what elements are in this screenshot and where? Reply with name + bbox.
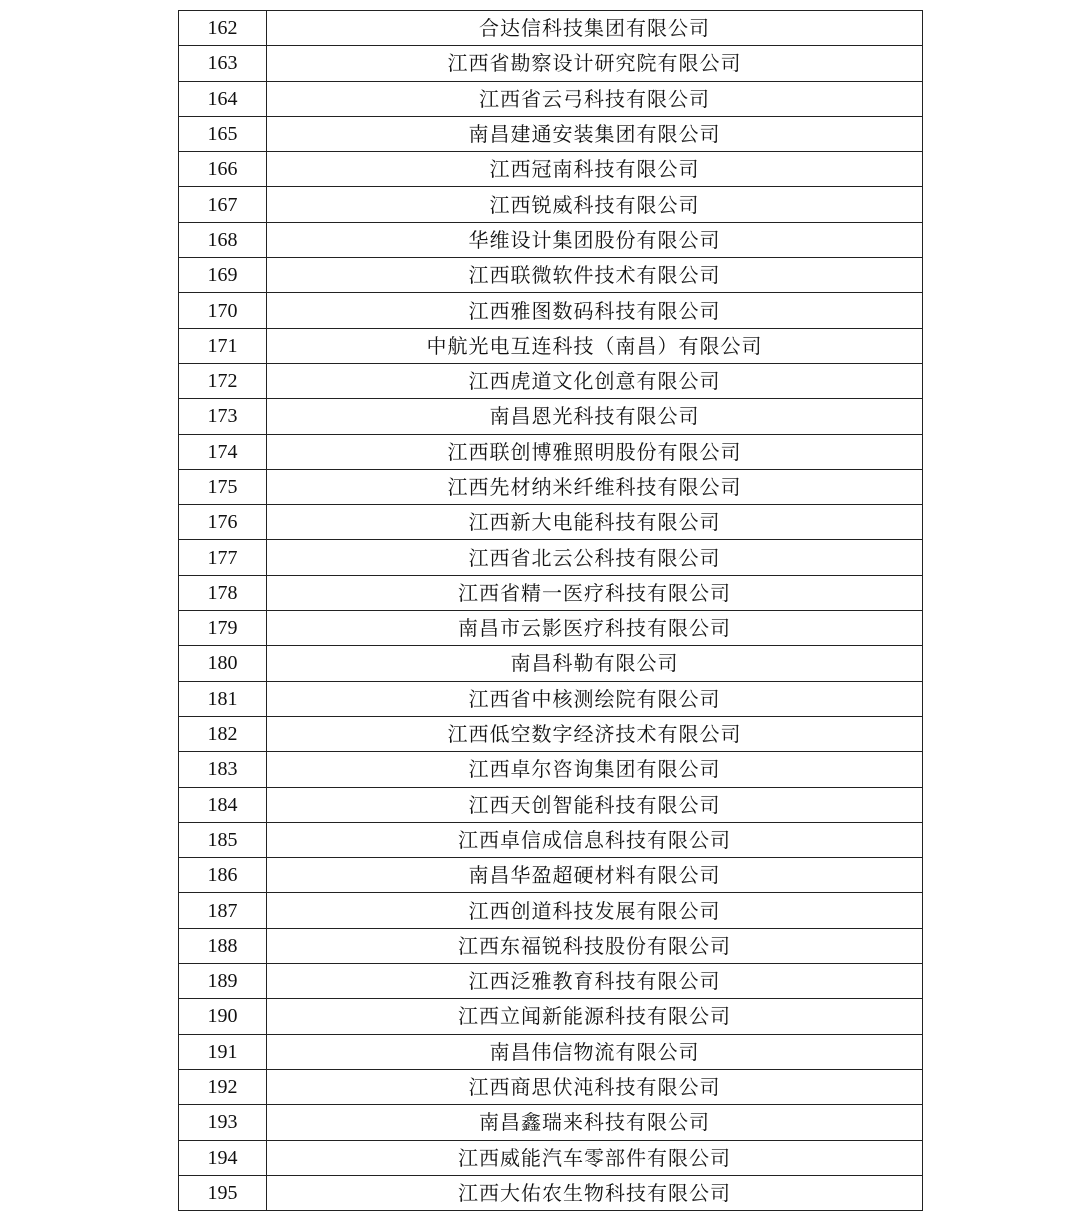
table-row: [179, 187, 923, 222]
company-name: 江西立闻新能源科技有限公司: [267, 999, 923, 1034]
company-name: 江西冠南科技有限公司: [267, 152, 923, 187]
table-row: [179, 822, 923, 857]
company-name: 江西卓信成信息科技有限公司: [267, 822, 923, 857]
row-number: 188: [179, 928, 267, 963]
table-row: [179, 1140, 923, 1175]
table-row: [179, 399, 923, 434]
company-name: 江西联创博雅照明股份有限公司: [267, 434, 923, 469]
row-number: 175: [179, 469, 267, 504]
table-row: [179, 1105, 923, 1140]
row-number: 192: [179, 1069, 267, 1104]
table-row: [179, 434, 923, 469]
company-name: 江西大佑农生物科技有限公司: [267, 1175, 923, 1210]
row-number: 182: [179, 716, 267, 751]
table-row: [179, 893, 923, 928]
table-row: [179, 787, 923, 822]
row-number: 164: [179, 81, 267, 116]
company-name: 江西联微软件技术有限公司: [267, 258, 923, 293]
row-number: 184: [179, 787, 267, 822]
table-row: [179, 646, 923, 681]
company-name: 华维设计集团股份有限公司: [267, 222, 923, 257]
row-number: 179: [179, 611, 267, 646]
table-row: [179, 152, 923, 187]
table-row: [179, 575, 923, 610]
table-row: [179, 716, 923, 751]
company-name: 江西雅图数码科技有限公司: [267, 293, 923, 328]
company-name: 南昌恩光科技有限公司: [267, 399, 923, 434]
row-number: 167: [179, 187, 267, 222]
company-table: [178, 10, 923, 1211]
table-row: [179, 81, 923, 116]
row-number: 165: [179, 116, 267, 151]
row-number: 183: [179, 752, 267, 787]
row-number: 172: [179, 363, 267, 398]
table-row: [179, 293, 923, 328]
table-row: [179, 469, 923, 504]
company-name: 江西泛雅教育科技有限公司: [267, 964, 923, 999]
row-number: 189: [179, 964, 267, 999]
row-number: 181: [179, 681, 267, 716]
table-row: [179, 540, 923, 575]
table-row: [179, 964, 923, 999]
company-name: 江西省云弓科技有限公司: [267, 81, 923, 116]
company-name: 南昌伟信物流有限公司: [267, 1034, 923, 1069]
row-number: 186: [179, 858, 267, 893]
row-number: 170: [179, 293, 267, 328]
company-name: 江西卓尔咨询集团有限公司: [267, 752, 923, 787]
company-name: 南昌市云影医疗科技有限公司: [267, 611, 923, 646]
company-name: 江西威能汽车零部件有限公司: [267, 1140, 923, 1175]
row-number: 194: [179, 1140, 267, 1175]
table-row: [179, 11, 923, 46]
row-number: 177: [179, 540, 267, 575]
row-number: 168: [179, 222, 267, 257]
company-name: 江西锐威科技有限公司: [267, 187, 923, 222]
company-name: 南昌华盈超硬材料有限公司: [267, 858, 923, 893]
table-row: [179, 611, 923, 646]
company-name: 江西先材纳米纤维科技有限公司: [267, 469, 923, 504]
row-number: 169: [179, 258, 267, 293]
company-name: 南昌鑫瑞来科技有限公司: [267, 1105, 923, 1140]
table-row: [179, 222, 923, 257]
table-row: [179, 999, 923, 1034]
row-number: 166: [179, 152, 267, 187]
row-number: 190: [179, 999, 267, 1034]
company-name: 江西商思伏沌科技有限公司: [267, 1069, 923, 1104]
table-body: [179, 11, 923, 1211]
row-number: 173: [179, 399, 267, 434]
table-row: [179, 1069, 923, 1104]
row-number: 162: [179, 11, 267, 46]
company-list-table: [178, 10, 922, 1211]
company-name: 江西省勘察设计研究院有限公司: [267, 46, 923, 81]
table-row: [179, 46, 923, 81]
company-name: 江西省北云公科技有限公司: [267, 540, 923, 575]
row-number: 187: [179, 893, 267, 928]
row-number: 163: [179, 46, 267, 81]
row-number: 185: [179, 822, 267, 857]
company-name: 江西省精一医疗科技有限公司: [267, 575, 923, 610]
company-name: 南昌建通安装集团有限公司: [267, 116, 923, 151]
company-name: 江西低空数字经济技术有限公司: [267, 716, 923, 751]
company-name: 江西创道科技发展有限公司: [267, 893, 923, 928]
table-row: [179, 1034, 923, 1069]
table-row: [179, 116, 923, 151]
row-number: 174: [179, 434, 267, 469]
row-number: 176: [179, 505, 267, 540]
row-number: 191: [179, 1034, 267, 1069]
row-number: 171: [179, 328, 267, 363]
table-row: [179, 258, 923, 293]
table-row: [179, 505, 923, 540]
company-name: 江西东福锐科技股份有限公司: [267, 928, 923, 963]
row-number: 180: [179, 646, 267, 681]
company-name: 江西天创智能科技有限公司: [267, 787, 923, 822]
company-name: 中航光电互连科技（南昌）有限公司: [267, 328, 923, 363]
company-name: 合达信科技集团有限公司: [267, 11, 923, 46]
row-number: 193: [179, 1105, 267, 1140]
row-number: 178: [179, 575, 267, 610]
company-name: 江西新大电能科技有限公司: [267, 505, 923, 540]
table-row: [179, 328, 923, 363]
company-name: 江西虎道文化创意有限公司: [267, 363, 923, 398]
table-row: [179, 928, 923, 963]
company-name: 南昌科勒有限公司: [267, 646, 923, 681]
table-row: [179, 1175, 923, 1210]
table-row: [179, 752, 923, 787]
table-row: [179, 363, 923, 398]
table-row: [179, 681, 923, 716]
company-name: 江西省中核测绘院有限公司: [267, 681, 923, 716]
row-number: 195: [179, 1175, 267, 1210]
table-row: [179, 858, 923, 893]
